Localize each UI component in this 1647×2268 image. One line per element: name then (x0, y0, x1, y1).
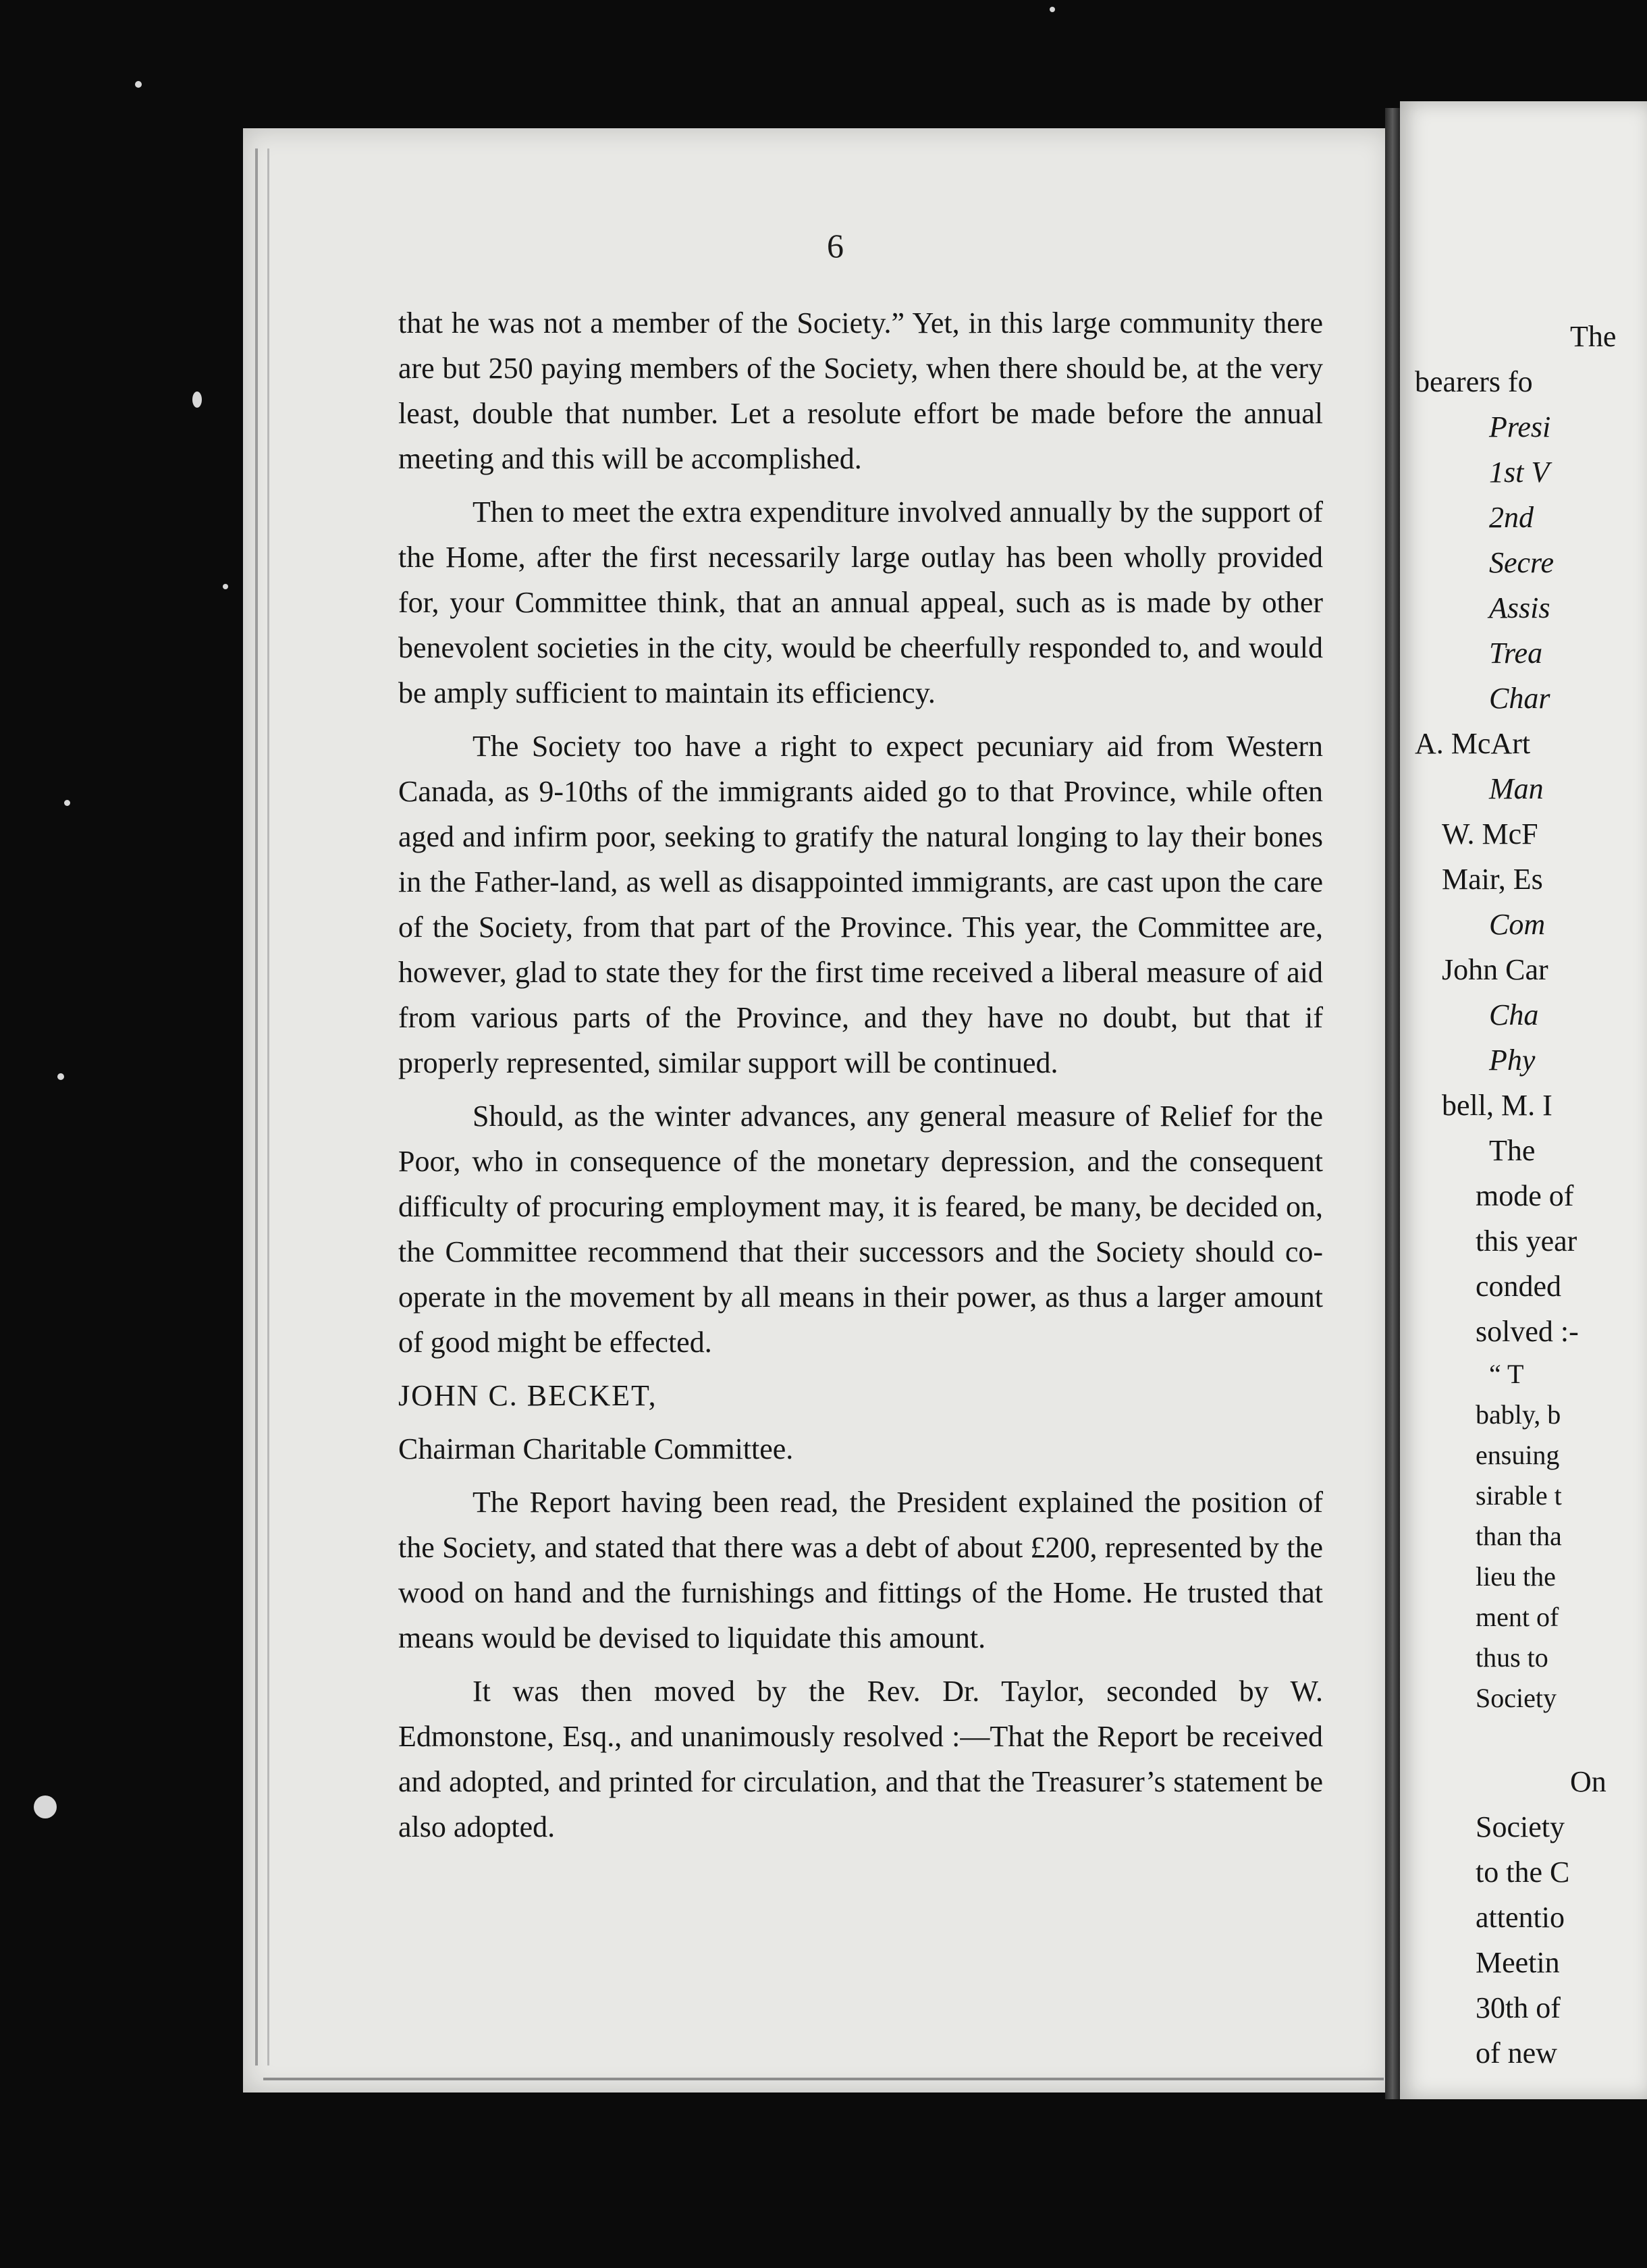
book-gutter (1385, 108, 1400, 2099)
right-line: The (1489, 1134, 1536, 1167)
signature-name: JOHN C. BECKET, (398, 1379, 657, 1412)
right-line: than tha (1476, 1521, 1562, 1551)
right-line: Secre (1489, 546, 1555, 579)
right-line (1415, 1719, 1647, 1759)
right-line: 1st V (1489, 456, 1550, 489)
right-line: “ T (1489, 1359, 1524, 1389)
right-line: On (1570, 1765, 1606, 1798)
right-line: 2nd (1489, 501, 1534, 534)
right-line: Cha (1489, 998, 1539, 1031)
right-line: Trea (1489, 637, 1543, 670)
page-edge-bottom (263, 2071, 1384, 2080)
right-line: sirable t (1476, 1480, 1562, 1511)
paragraph: Should, as the winter advances, any general measure of Relief for the Poor, who in consequence of the monetary depression, and the consequent difficulty of procuring employment may, it is feared, be many, be decided on, the Committee recommend that their successors and the Society should co-operate in the movement by all means in their power, as thus a larger amount of good might be effected. (398, 1100, 1323, 1359)
right-line: The (1570, 320, 1617, 353)
right-line: John Car (1442, 953, 1548, 986)
right-line: 30th of (1476, 1991, 1561, 2024)
right-line: this year (1476, 1224, 1577, 1258)
right-line: of new (1476, 2036, 1557, 2070)
page-body (398, 300, 1323, 1858)
right-page-text (1415, 314, 1647, 2076)
right-line: Phy (1489, 1044, 1536, 1077)
right-line: Assis (1489, 591, 1550, 624)
right-line: thus to (1476, 1642, 1548, 1673)
right-line: conded (1476, 1270, 1562, 1303)
paragraph: The Society too have a right to expect pecuniary aid from Western Canada, as 9-10ths of the immigrants aided go to that Province, while often aged and infirm poor, seeking to gratify the natural longing to lay their bones in the Father-land, as well as disappointed immigrants, are cast upon the care of the Society, from that part of the Province. This year, the Committee are, however, glad to state they for the first time received a liberal measure of aid from various parts of the Province, and they have no doubt, but that if properly represented, similar support will be continued. (398, 730, 1323, 1079)
right-line: bearers fo (1415, 365, 1533, 398)
page-edge-left (255, 148, 269, 2066)
right-line: Society (1476, 1683, 1557, 1713)
paragraph: Then to meet the extra expenditure involved annually by the support of the Home, after the first necessarily large outlay has been wholly provided for, your Committee think, that an annual appeal, such as is made by other benevolent societies in the city, would be cheerfully responded to, and would be amply sufficient to maintain its efficiency. (398, 495, 1323, 709)
right-line: to the C (1476, 1856, 1570, 1889)
film-speck (192, 392, 202, 408)
right-line: Society (1476, 1810, 1565, 1843)
right-line: bably, b (1476, 1399, 1561, 1430)
right-line: Char (1489, 682, 1550, 715)
page-number: 6 (827, 227, 844, 265)
right-line: Meetin (1476, 1946, 1560, 1979)
right-line: Mair, Es (1442, 863, 1543, 896)
right-line: lieu the (1476, 1561, 1556, 1592)
paragraph: that he was not a member of the Society.” Yet, in this large community there are but 250 paying members of the Society, when there should be, at the very least, double that number. Let a resolute effort be made before the annual meeting and this will be accomplished. (398, 306, 1323, 475)
film-speck (135, 81, 142, 88)
film-speck (34, 1796, 57, 1818)
right-line: solved :- (1476, 1315, 1579, 1348)
right-line: Presi (1489, 410, 1551, 443)
film-speck (223, 584, 228, 589)
right-line: attentio (1476, 1901, 1565, 1934)
film-speck (64, 800, 70, 806)
right-line: W. McF (1442, 817, 1538, 850)
paragraph: The Report having been read, the President explained the position of the Society, and stated that there was a debt of about £200, represented by the wood on hand and the furnishings and fittings of the Home. He trusted that means would be devised to liquidate this amount. (398, 1486, 1323, 1654)
film-speck (1050, 7, 1055, 12)
signature-title: Chairman Charitable Committee. (398, 1432, 794, 1465)
paragraph: It was then moved by the Rev. Dr. Taylor, seconded by W. Edmonstone, Esq., and unanimously resolved :—That the Report be received and adopted, and printed for circulation, and that the Treasurer’s statement be also adopted. (398, 1675, 1323, 1843)
right-line: ment of (1476, 1602, 1559, 1632)
film-speck (57, 1073, 64, 1080)
right-line: A. McArt (1415, 727, 1531, 760)
right-line: Man (1489, 772, 1544, 805)
right-line: ensuing (1476, 1440, 1560, 1470)
right-line: mode of (1476, 1179, 1574, 1212)
right-line: Com (1489, 908, 1546, 941)
right-line: bell, M. I (1442, 1089, 1552, 1122)
